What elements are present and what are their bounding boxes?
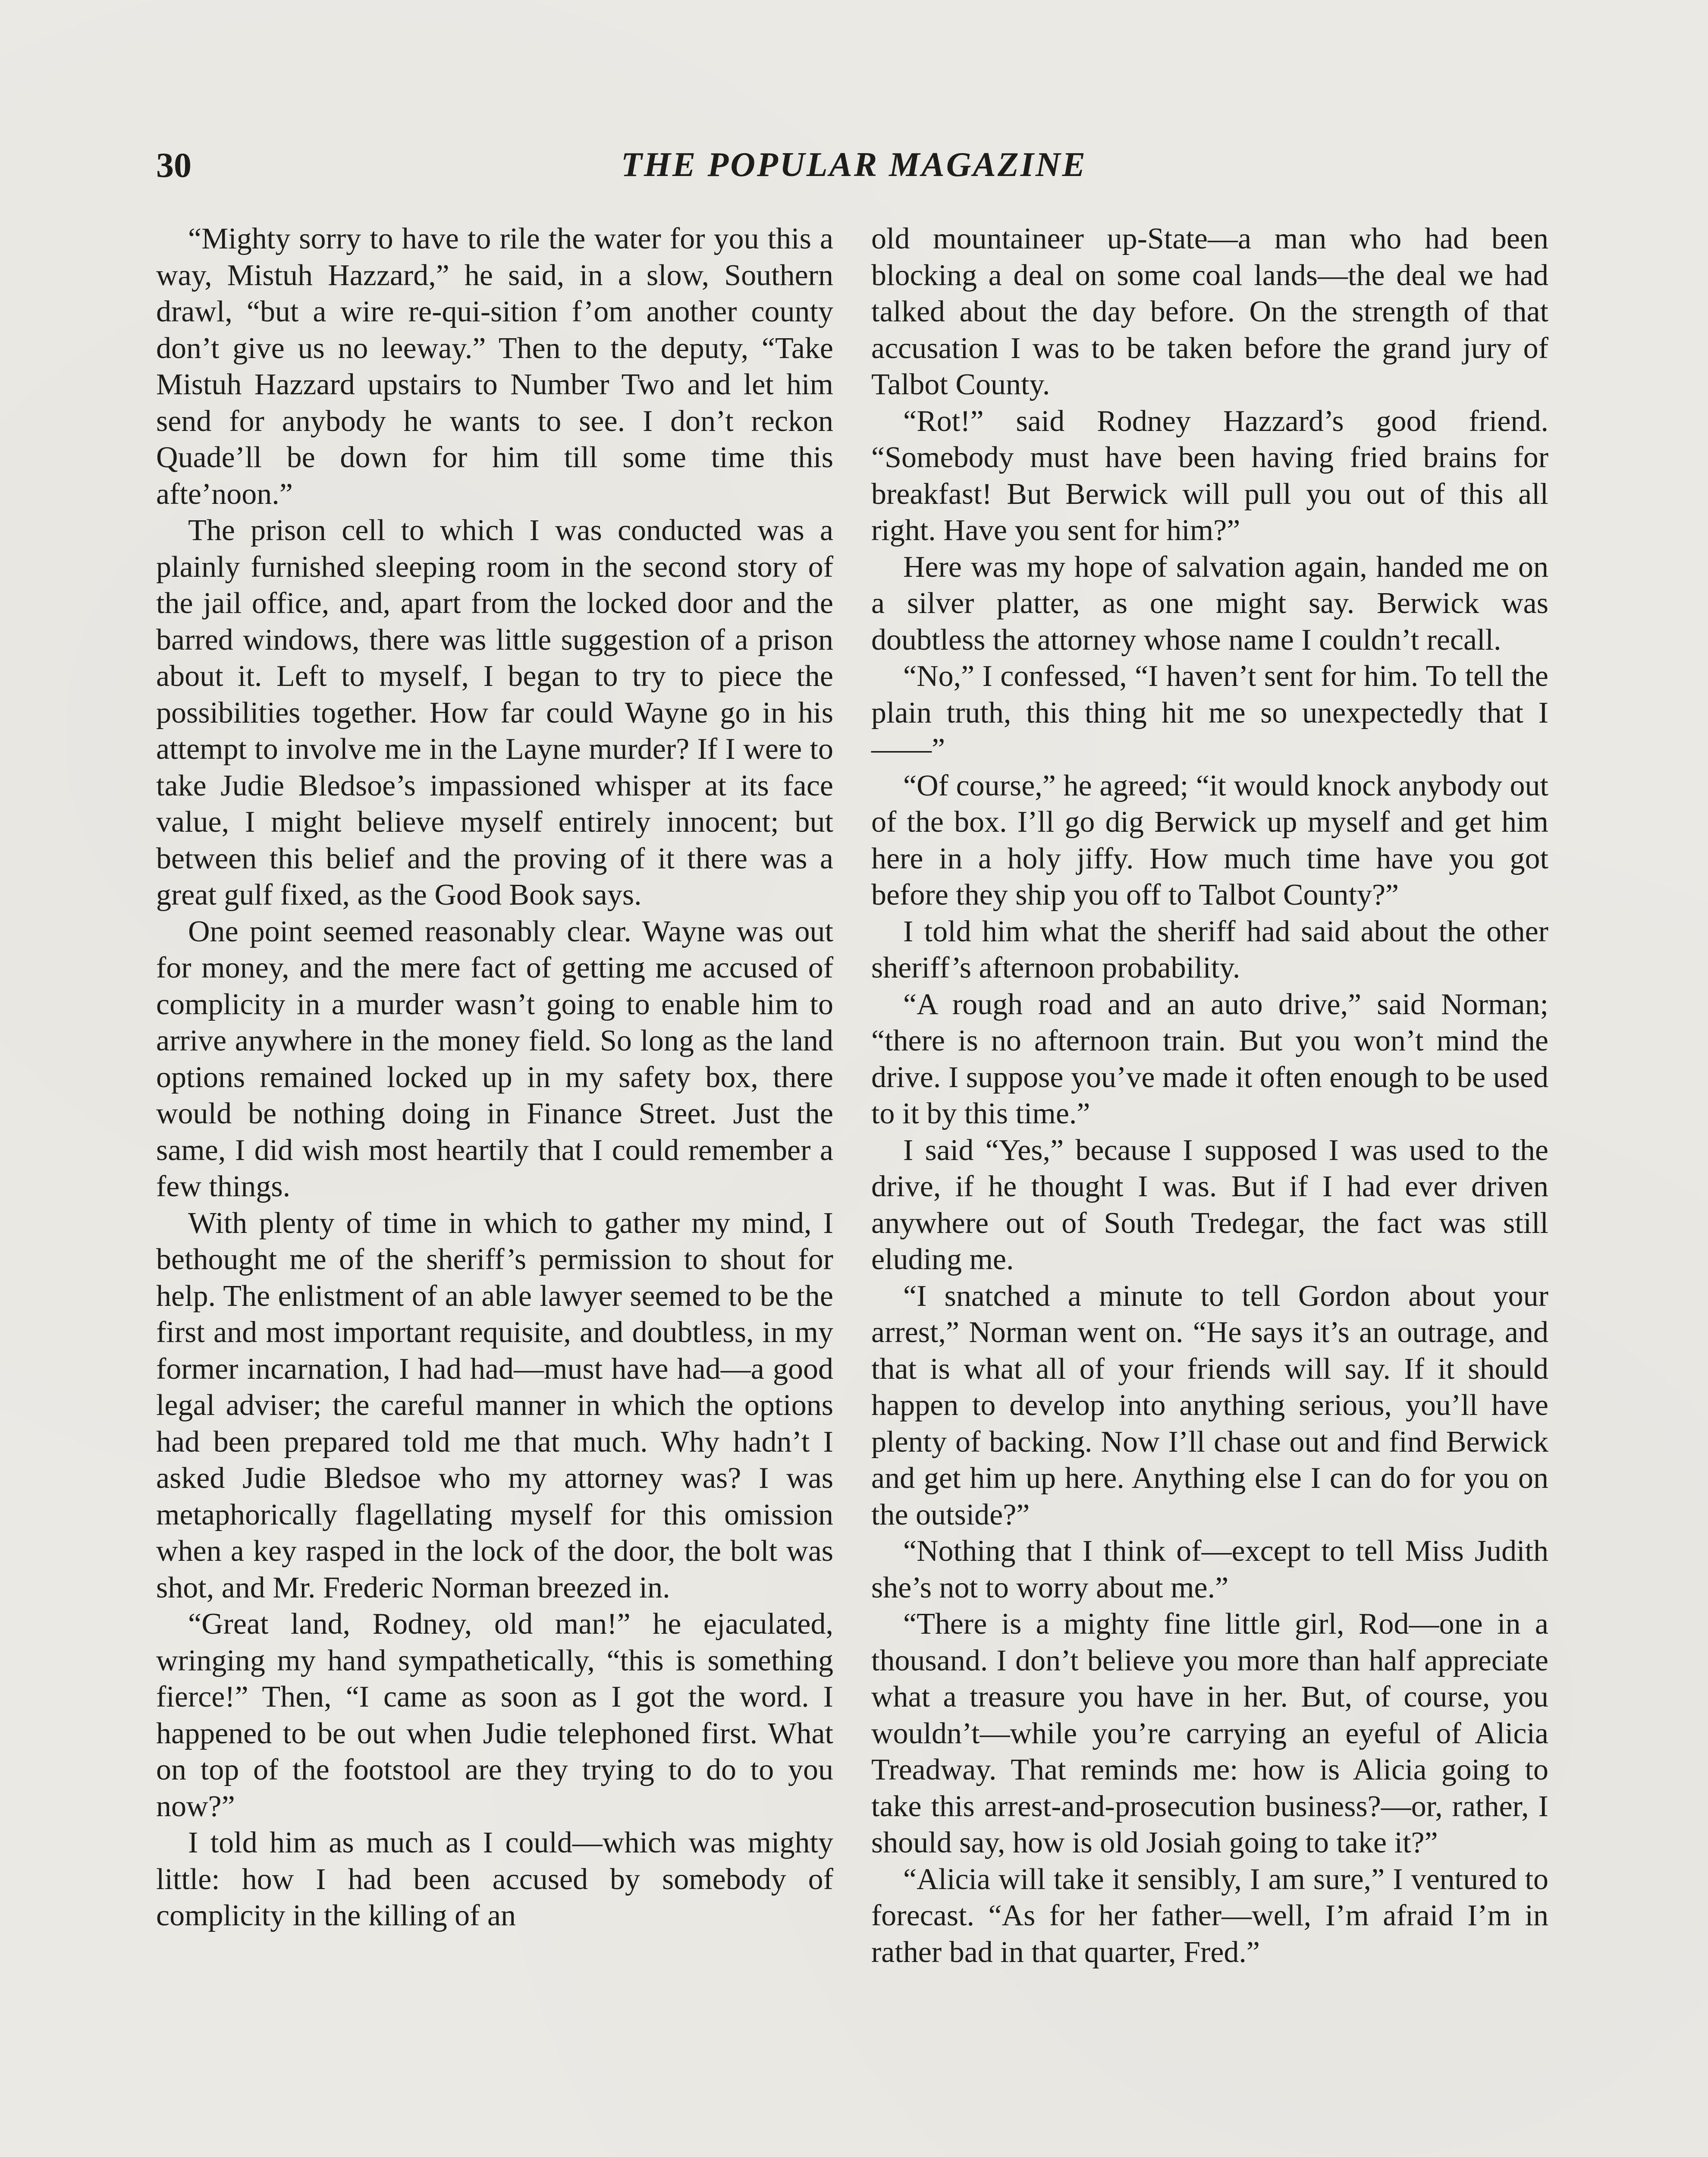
paragraph: The prison cell to which I was conducted was a plainly furnished sleeping room in the second story of the jail office, and, apart from the locked door and the barred windows, there was little suggestion of a prison about it. Left to myself, I began to try to piece the possibilities together. How far could Wayne go in his attempt to involve me in the Layne murder? If I were to take Judie Bledsoe’s impassioned whisper at its face value, I might believe myself entirely innocent; but between this belief and the proving of it there was a great gulf fixed, as the Good Book says. xyxy=(156,514,833,912)
paragraph: I said “Yes,” because I supposed I was used to the drive, if he thought I was. But if I had ever driven anywhere out of South Tredegar, the fact was still eluding me. xyxy=(871,1133,1548,1276)
left-column xyxy=(156,221,833,1934)
paragraph: Here was my hope of salvation again, handed me on a silver platter, as one might say. Berwick was doubtless the attorney whose name I couldn’t recall. xyxy=(871,550,1548,657)
running-head: THE POPULAR MAGAZINE xyxy=(621,146,1087,184)
paragraph: “Mighty sorry to have to rile the water for you this a way, Mistuh Hazzard,” he said, in a slow, Southern drawl, “but a wire re-qui-sition f’om another county don’t give us no leeway.” Then to the deputy, “Take Mistuh Hazzard upstairs to Number Two and let him send for anybody he wants to see. I don’t reckon Quade’ll be down for him till some time this afte’noon.” xyxy=(156,222,833,511)
paragraph: “Rot!” said Rodney Hazzard’s good friend. “Somebody must have been having fried brains for breakfast! But Berwick will pull you out of this all right. Have you sent for him?” xyxy=(871,404,1548,547)
paragraph: “A rough road and an auto drive,” said Norman; “there is no afternoon train. But you won’t mind the drive. I suppose you’ve made it often enough to be used to it by this time.” xyxy=(871,987,1548,1130)
paragraph: old mountaineer up-State—a man who had been blocking a deal on some coal lands—the deal we had talked about the day before. On the strength of that accusation I was to be taken before the grand jury of Talbot County. xyxy=(871,222,1548,401)
paragraph: “Alicia will take it sensibly, I am sure,” I ventured to forecast. “As for her father—well, I’m afraid I’m in rather bad in that quarter, Fred.” xyxy=(871,1862,1548,1969)
paragraph: With plenty of time in which to gather my mind, I bethought me of the sheriff’s permission to shout for help. The enlistment of an able lawyer seemed to be the first and most important requisite, and doubtless, in my former incarnation, I had had—must have had—a good legal adviser; the careful manner in which the options had been prepared told me that much. Why hadn’t I asked Judie Bledsoe who my attorney was? I was metaphorically flagellating myself for this omission when a key rasped in the lock of the door, the bolt was shot, and Mr. Frederic Norman breezed in. xyxy=(156,1206,833,1604)
paragraph: “Great land, Rodney, old man!” he ejaculated, wringing my hand sympathetically, “this is something fierce!” Then, “I came as soon as I got the word. I happened to be out when Judie telephoned first. What on top of the footstool are they trying to do to you now?” xyxy=(156,1607,833,1823)
paragraph: “I snatched a minute to tell Gordon about your arrest,” Norman went on. “He says it’s an outrage, and that is what all of your friends will say. If it should happen to develop into anything serious, you’ll have plenty of backing. Now I’ll chase out and find Berwick and get him up here. Anything else I can do for you on the outside?” xyxy=(871,1279,1548,1531)
paragraph: “No,” I confessed, “I haven’t sent for him. To tell the plain truth, this thing hit me so unexpectedly that I——” xyxy=(871,660,1548,766)
paragraph: One point seemed reasonably clear. Wayne was out for money, and the mere fact of getting me accused of complicity in a murder wasn’t going to enable him to arrive anywhere in the money field. So long as the land options remained locked up in my safety box, there would be nothing doing in Finance Street. Just the same, I did wish most heartily that I could remember a few things. xyxy=(156,915,833,1203)
paragraph: “There is a mighty fine little girl, Rod—one in a thousand. I don’t believe you more than half appreciate what a treasure you have in her. But, of course, you wouldn’t—while you’re carrying an eyeful of Alicia Treadway. That reminds me: how is Alicia going to take this arrest-and-prosecution business?—or, rather, I should say, how is old Josiah going to take it?” xyxy=(871,1607,1548,1859)
paragraph: I told him as much as I could—which was mighty little: how I had been accused by somebody of complicity in the killing of an xyxy=(156,1826,833,1932)
right-column xyxy=(871,221,1548,1971)
page-number: 30 xyxy=(156,145,192,185)
paragraph: “Nothing that I think of—except to tell Miss Judith she’s not to worry about me.” xyxy=(871,1534,1548,1604)
paragraph: I told him what the sheriff had said about the other sheriff’s afternoon probability. xyxy=(871,915,1548,984)
paragraph: “Of course,” he agreed; “it would knock anybody out of the box. I’ll go dig Berwick up myself and get him here in a holy jiffy. How much time have you got before they ship you off to Talbot County?” xyxy=(871,769,1548,912)
